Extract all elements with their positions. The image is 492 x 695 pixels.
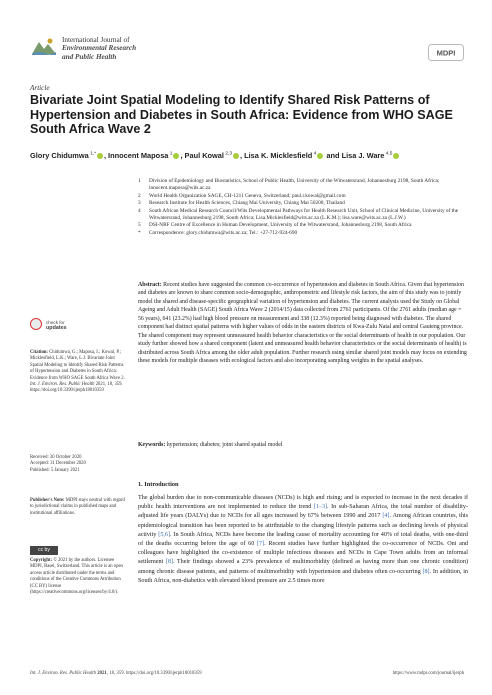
citation-link[interactable]: [4]: [382, 513, 390, 520]
affiliation-text: Research Institute for Health Sciences, Chiang Mai University, Chiang Mai 50200, Thailand: [149, 200, 345, 207]
affiliation-number: 2: [138, 192, 141, 199]
affiliation-item: [138, 222, 468, 229]
affiliation-number: 4: [138, 207, 141, 214]
date-accepted: Accepted: 31 December 2020: [30, 461, 86, 467]
citation-block: [30, 350, 126, 395]
affiliation-item: [138, 208, 468, 223]
affiliation-number: *: [138, 229, 141, 236]
mdpi-logo-icon[interactable]: [428, 44, 464, 61]
footer-journal-url[interactable]: https://www.mdpi.com/journal/ijerph: [392, 671, 464, 676]
publisher-note: [30, 498, 126, 517]
author-affiliation-sup: 1: [168, 151, 173, 157]
citation-journal: Int. J. Environ. Res. Public Health: [30, 382, 95, 388]
author-affiliation-sup: 4: [312, 151, 317, 157]
orcid-icon[interactable]: [393, 153, 399, 159]
page-footer: [30, 671, 464, 676]
citation-link[interactable]: [5,6]: [158, 531, 171, 538]
author-name[interactable]: Glory Chidumwa: [30, 151, 89, 160]
introduction-body: The global burden due to non-communicable diseases (NCDs) is high and rising; and is expected to increase in the next decades if public health interventions are not implemented to reduce the trend [1–3]. In sub-Saharan Africa, the total number of disability-adjusted life years (DALYs) due to NCDs for all ages increased by 67% between 1990 and 2017 [4]. Among African countries, this epidemiological transition has been reported to be attributable to the changing lifestyle patterns such as declining levels of physical activity [5,6]. In South Africa, NCDs have become the leading cause of mortality accounting for 40% of total deaths, with one-third of the deaths occurring before the age of 60 [7]. Recent studies have further highlighted the co-occurrence of NCDs. Oni and colleagues have highlighted the co-existence of multiple infectious diseases and NCDs in Cape Town adults from an informal settlement [8]. Their findings showed a 23% prevalence of multimorbidity (defined as having more than one chronic condition) among chronic disease patients, and patterns of multimorbidity with hypertension and diabetes often co-occurring [8]. In addition, in South Africa, non-diabetics with elevated blood pressure are 2.5 times more: [138, 495, 468, 584]
citation-doi[interactable]: https://doi.org/10.3390/ijerph18010359: [30, 388, 104, 394]
affiliation-text: Division of Epidemiology and Biostatistics, School of Public Health, University of the Witwatersrand, Johannesburg 2198, South Africa; innocent.maposa@wits.ac.za: [149, 178, 440, 192]
author-name[interactable]: Paul Kowal: [184, 151, 224, 160]
affiliation-number: 3: [138, 200, 141, 207]
citation-year-vol: 2021, 18, 359.: [95, 382, 123, 388]
affiliation-item: [138, 200, 468, 207]
copyright-label: Copyright:: [30, 558, 53, 563]
section-heading: 1. Introduction: [138, 481, 179, 488]
keywords: [138, 442, 468, 448]
orcid-icon[interactable]: [233, 153, 239, 159]
citation-link[interactable]: [8]: [165, 559, 173, 566]
author-name[interactable]: Lisa J. Ware: [341, 151, 385, 160]
affiliation-text: World Health Organization SAGE, CH-1211 Geneva, Switzerland; paul.r.kowal@gmail.com: [149, 192, 346, 199]
affiliation-item: [138, 230, 468, 237]
journal-name: International Journal of Environmental Research and Public Health: [62, 36, 137, 61]
citation-label: Citation:: [30, 350, 48, 355]
affiliation-item: [138, 178, 468, 193]
orcid-icon[interactable]: [173, 153, 179, 159]
affiliation-number: 5: [138, 222, 141, 229]
affiliation-text: Correspondence: glory.chidumwa@wits.ac.za; Tel.: +27-712-924-690: [149, 229, 298, 236]
affiliation-text: South African Medical Research Council/Wits Developmental Pathways for Health Research Unit, School of Clinical Medicine, University of the Witwatersrand, Johannesburg 2198, South Africa; Lisa.Micklesfield@wits.ac.za (L.K.M.); lisa.ware@wits.ac.za (L.J.W.): [149, 207, 459, 222]
author-name[interactable]: Innocent Maposa: [108, 151, 169, 160]
date-published: Published: 5 January 2021: [30, 467, 80, 473]
cc-by-badge-icon[interactable]: cc by: [30, 546, 58, 555]
citation-link[interactable]: [1–3]: [313, 504, 328, 511]
orcid-icon[interactable]: [317, 153, 323, 159]
affiliation-number: 1: [138, 178, 141, 184]
copyright-block: [30, 546, 126, 596]
mdpi-logo-text: MDPI: [436, 48, 456, 58]
keywords-text: hypertension; diabetes; joint shared spatial model: [166, 442, 283, 448]
orcid-icon[interactable]: [97, 153, 103, 159]
date-received: Received: 30 October 2020: [30, 455, 82, 460]
citation-link[interactable]: [8]: [422, 568, 430, 575]
affiliations: [138, 178, 468, 237]
author-name[interactable]: Lisa K. Micklesfield: [244, 151, 313, 160]
check-updates-label[interactable]: check for updates: [46, 320, 67, 332]
journal-logo-icon: [30, 36, 58, 56]
keywords-label: Keywords:: [138, 442, 166, 448]
article-title: Bivariate Joint Spatial Modeling to Identify Shared Risk Patterns of Hypertension and Diabetes in South Africa: Evidence from WHO SAGE South Africa Wave 2: [30, 93, 453, 136]
author-affiliation-sup: 2,3: [223, 151, 232, 157]
author-affiliation-sup: 4,5: [384, 151, 393, 157]
footer-citation: Int. J. Environ. Res. Public Health 2021, 18, 359. https://doi.org/10.3390/ijerph18010359: [30, 671, 202, 676]
article-type: Article: [30, 84, 50, 92]
copyright-text: © 2021 by the authors. Licensee MDPI, Basel, Switzerland. This article is an open access article distributed under the terms and conditions of the Creative Commons Attribution (CC BY) license (https://creativecommons.org/licenses/by/4.0/).: [30, 558, 123, 596]
abstract-label: Abstract:: [138, 282, 162, 288]
citation-link[interactable]: [7]: [256, 541, 265, 548]
author-affiliation-sup: 1,*: [88, 151, 96, 157]
abstract-text: Recent studies have suggested the common co-occurrence of hypertension and diabetes in South Africa. Given that hypertension and diabetes are known to share common socio-demographic, anthropometric and lifestyle risk factors, the aim of this study was to jointly model the shared and disease-specific geographical variation of hypertension and diabetes. The current analysis used the Study on Global Ageing and Adult Health (SAGE) South Africa Wave 2 (2014/15) data collected from 2761 participants. Of the 2761 adults (median age = 56 years), 641 (23.2%) had high blood pressure on measurement and 338 (12.3%) reported being diagnosed with diabetes. The shared component had distinct spatial patterns with higher values of odds in the eastern districts of Kwa-Zulu Natal and central Gauteng province. The shared component may represent unmeasured health behavior characteristics or the social determinants of health in our population. Our study further showed how a shared component (latent and unmeasured health behavior characteristics or the social determinants of health) is distributed across South Africa among the older adult population. Further research using similar shared joint models may focus on extending these models for multiple diseases with ecological factors and also incorporating sampling weights in the spatial analyses.: [138, 282, 467, 365]
abstract: [138, 281, 468, 366]
check-updates-icon[interactable]: [30, 318, 42, 330]
publisher-note-text: MDPI stays neutral with regard to jurisdictional claims in published maps and institutional affiliations.: [30, 498, 125, 516]
dates-block: [30, 455, 126, 474]
affiliation-text: DSI-NRF Centre of Excellence in Human Development, University of the Witwatersrand, Johannesburg 2198, South Africa: [149, 222, 412, 229]
author-list: Glory Chidumwa $^{1,*}$ , Innocent Maposa $^1$ , Paul Kowal $^{2,3}$ , Lisa K. Micklesfield $^4$ and Lisa J. Ware $^{4,5}$: [30, 151, 470, 160]
citation-text: Chidumwa, G.; Maposa, I.; Kowal, P.; Micklesfield, L.K.; Ware, L.J. Bivariate Joint Spatial Modeling to Identify Shared Risk Patterns of Hypertension and Diabetes in South Africa: Evidence from WHO SAGE South Africa Wave 2.: [30, 350, 125, 381]
publisher-note-label: Publisher's Note:: [30, 498, 65, 503]
